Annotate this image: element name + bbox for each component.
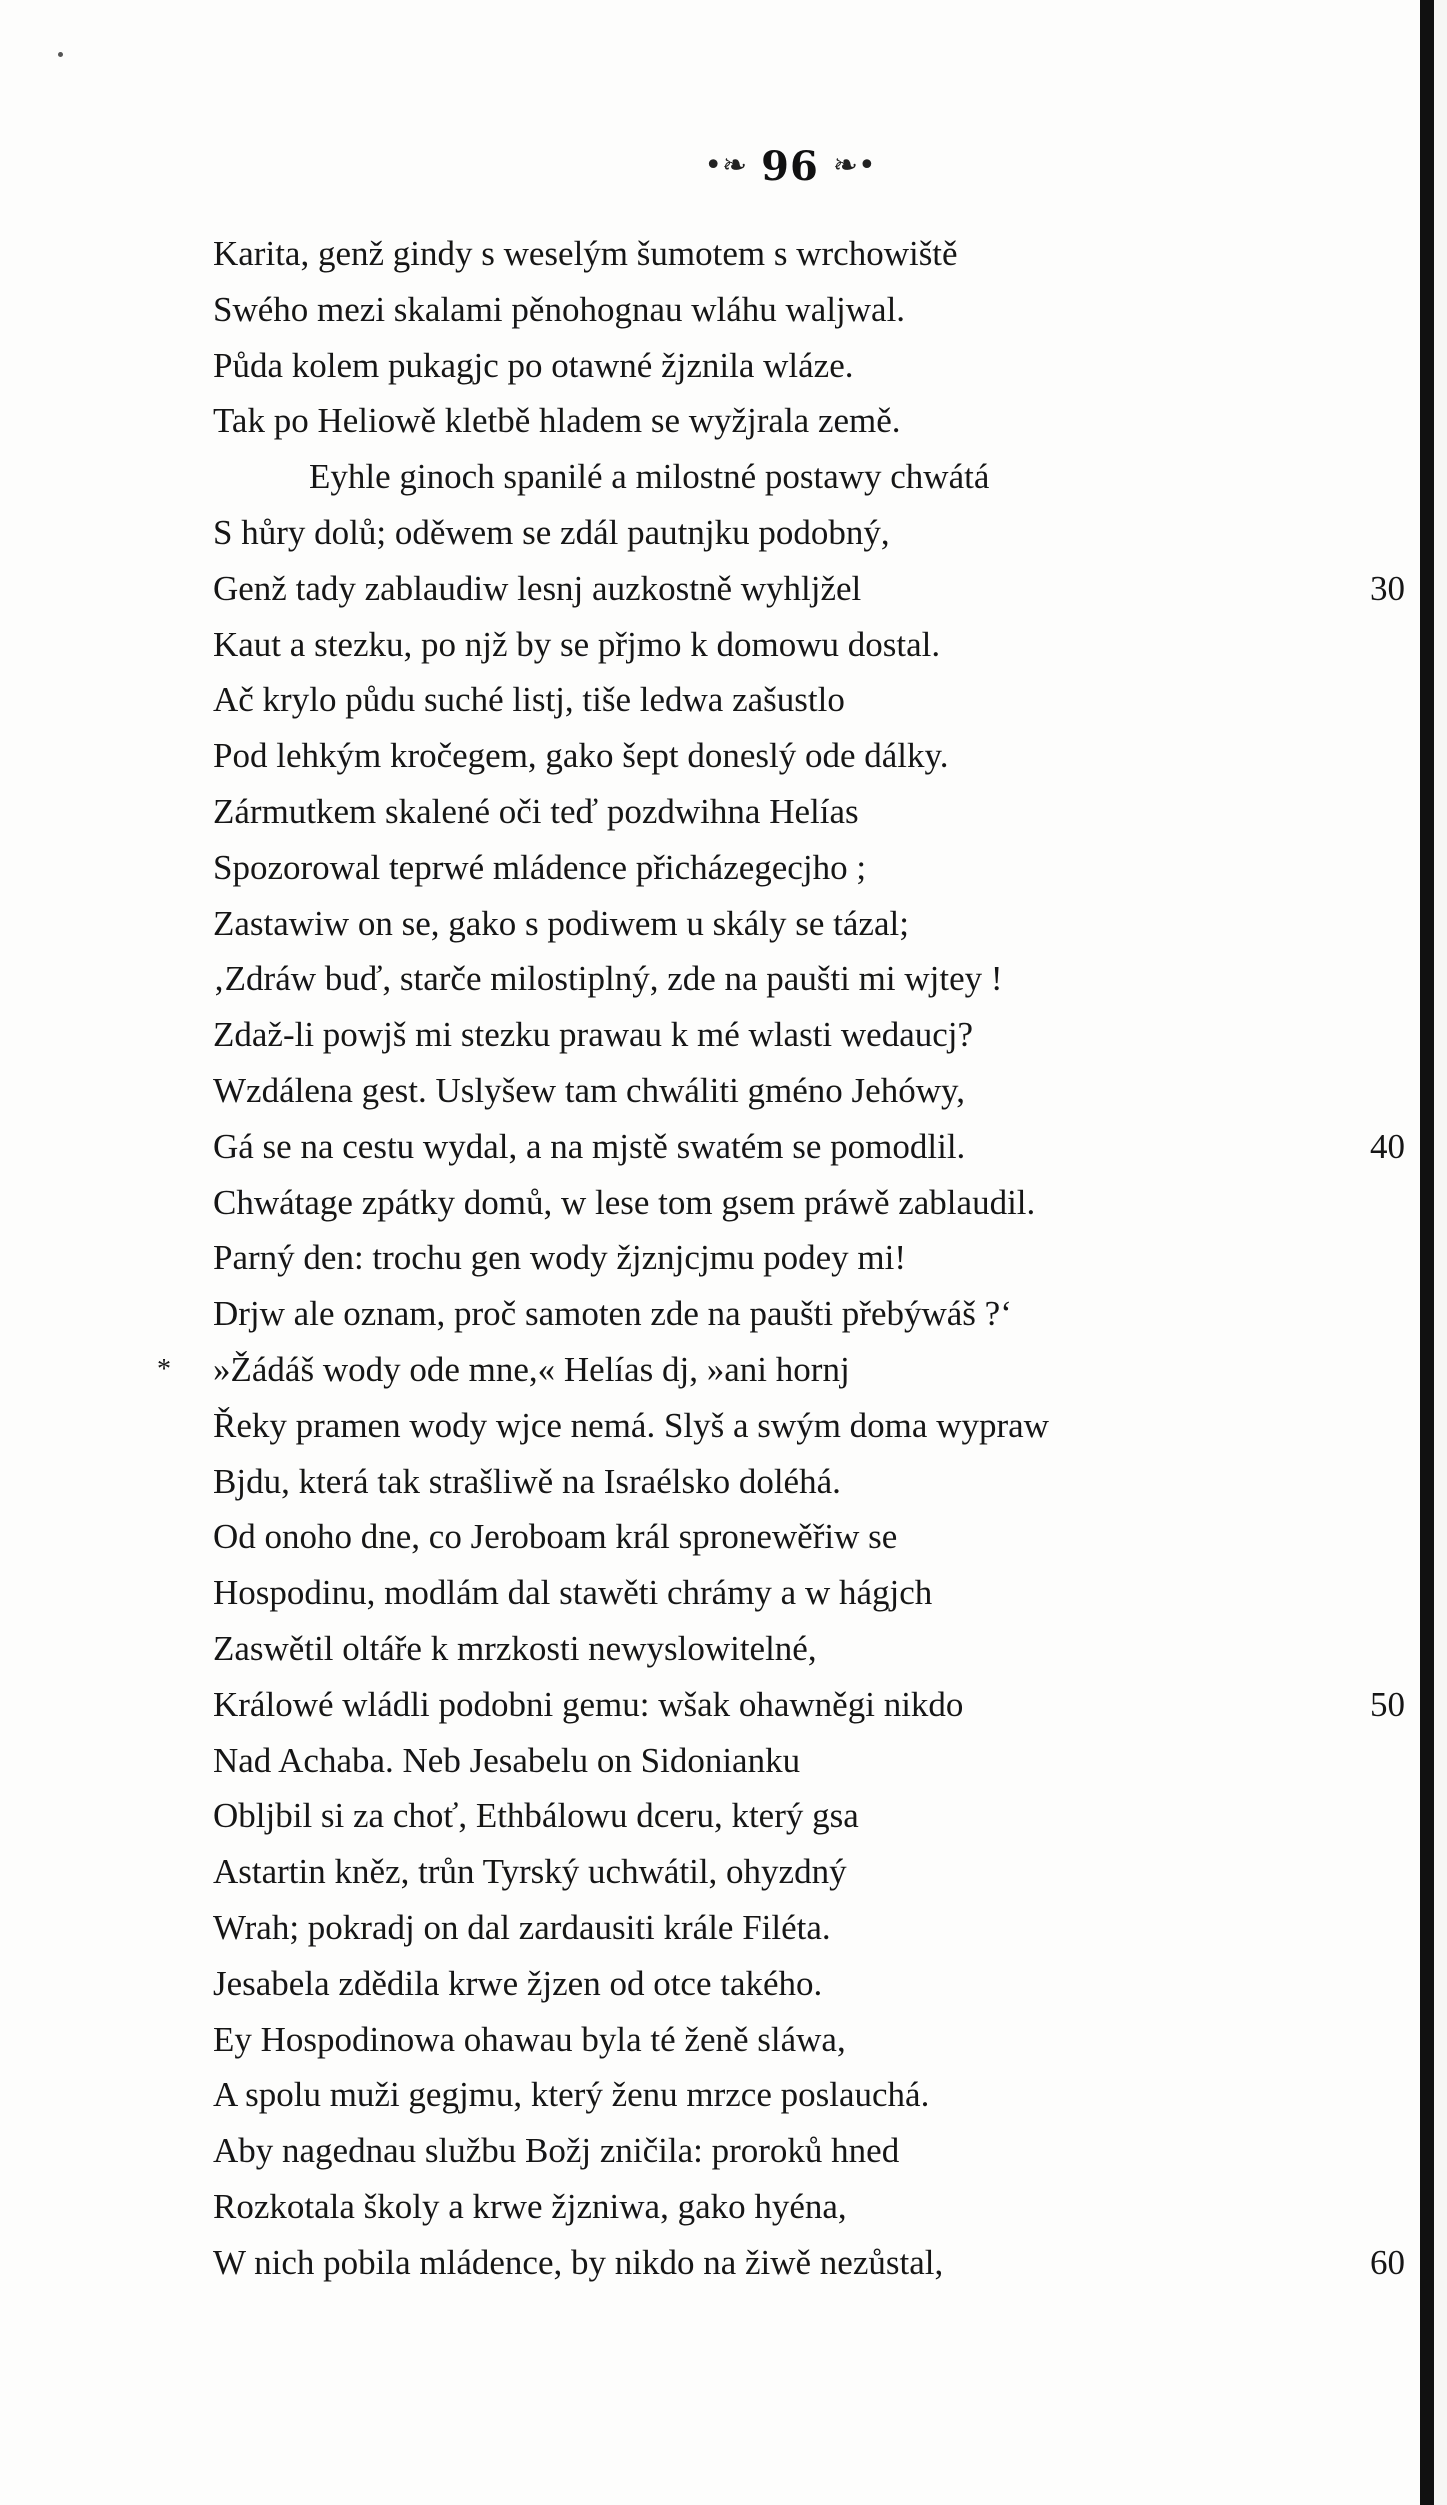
verse-line: [213, 951, 1433, 1007]
verse-line: [157, 1342, 1433, 1398]
verse-line: [213, 1119, 1433, 1175]
verse-text: Drjw ale oznam, proč samoten zde na paušti přebýwáš ?‘: [213, 1294, 1012, 1334]
verse-line: [213, 896, 1433, 952]
verse-line: [213, 1844, 1433, 1900]
page-number: 96: [761, 142, 819, 190]
margin-marker: *: [157, 1353, 171, 1385]
verse-line: [213, 1454, 1433, 1510]
verse-line: [213, 1788, 1433, 1844]
verse-line: [213, 2123, 1433, 2179]
verse-text: Wzdálena gest. Uslyšew tam chwáliti gméno Jehówy,: [213, 1070, 965, 1110]
verse-text: S hůry dolů; oděwem se zdál pautnjku podobný,: [213, 512, 890, 552]
verse-line: [213, 1509, 1433, 1565]
verse-text: Od onoho dne, co Jeroboam král spronewěřiw se: [213, 1517, 898, 1557]
next-page-edge: [1434, 0, 1447, 2505]
verse-line: [213, 617, 1433, 673]
verse-text: Zastawiw on se, gako s podiwem u skály se tázal;: [213, 903, 909, 943]
page-header: [690, 136, 890, 196]
verse-text: Králowé wládli podobni gemu: wšak ohawněgi nikdo: [213, 1684, 964, 1724]
line-number: 40: [1370, 1126, 1405, 1166]
verse-line: [213, 672, 1433, 728]
verse-line: [213, 2179, 1433, 2235]
verse-line: [213, 1230, 1433, 1286]
verse-text: Gá se na cestu wydal, a na mjstě swatém se pomodlil.: [213, 1126, 966, 1166]
verse-text: Ey Hospodinowa ohawau byla té ženě sláwa,: [213, 2019, 846, 2059]
verse-text: Řeky pramen wody wjce nemá. Slyš a swým doma wypraw: [213, 1405, 1049, 1445]
verse-line: [213, 226, 1433, 282]
verse-text: Rozkotala školy a krwe žjzniwa, gako hyéna,: [213, 2186, 847, 2226]
verse-line: [213, 449, 1433, 505]
verse-text: Karita, genž gindy s weselým šumotem s wrchowiště: [213, 234, 958, 273]
verse-line: [213, 393, 1433, 449]
verse-line: [213, 2235, 1433, 2291]
verse-text: W nich pobila mládence, by nikdo na žiwě nezůstal,: [213, 2242, 944, 2282]
verse-line: [213, 561, 1433, 617]
verse-text: Spozorowal teprwé mládence přicházegecjho ;: [213, 847, 867, 887]
verse-text: Hospodinu, modlám dal stawěti chrámy a w hágjch: [213, 1573, 933, 1613]
verse-line: [213, 282, 1433, 338]
verse-text: A spolu muži gegjmu, který ženu mrzce poslauchá.: [213, 2075, 930, 2115]
verse-line: [213, 1900, 1433, 1956]
verse-text: Astartin kněz, trůn Tyrský uchwátil, ohyzdný: [213, 1852, 847, 1892]
verse-text: Pod lehkým kročegem, gako šept doneslý ode dálky.: [213, 736, 949, 776]
verse-line: [213, 1956, 1433, 2012]
verse-line: [213, 1063, 1433, 1119]
verse-line: [213, 505, 1433, 561]
verse-line: [213, 1565, 1433, 1621]
paper-speck: [58, 52, 63, 57]
verse-text: Obljbil si za choť, Ethbálowu dceru, který gsa: [213, 1796, 859, 1836]
verse-line: [213, 840, 1433, 896]
verse-text: Půda kolem pukagjc po otawné žjznila wláze.: [213, 345, 854, 385]
verse-text: Zaswětil oltáře k mrzkosti newyslowitelné,: [213, 1628, 817, 1668]
verse-text: Tak po Heliowě kletbě hladem se wyžjrala země.: [213, 401, 901, 441]
verse-line: [213, 1398, 1433, 1454]
line-number: 30: [1370, 568, 1405, 608]
verse-text: Swého mezi skalami pěnohognau wláhu waljwal.: [213, 289, 906, 329]
verse-text: Eyhle ginoch spanilé a milostné postawy chwátá: [309, 457, 990, 497]
verse-line: [213, 1007, 1433, 1063]
poem-text: [157, 226, 1433, 2290]
verse-text: Nad Achaba. Neb Jesabelu on Sidonianku: [213, 1740, 801, 1780]
verse-text: Ač krylo půdu suché listj, tiše ledwa zašustlo: [213, 680, 845, 720]
ornament-left-icon: •❧: [704, 148, 748, 183]
verse-line: [213, 338, 1433, 394]
verse-text: ‚Zdráw buď, starče milostiplný, zde na paušti mi wjtey !: [213, 959, 1003, 999]
verse-text: Zdaž-li powjš mi stezku prawau k mé wlasti wedaucj?: [213, 1015, 974, 1055]
ornament-right-icon: ❧•: [832, 148, 876, 183]
verse-text: Genž tady zablaudiw lesnj auzkostně wyhljžel: [213, 568, 862, 608]
verse-line: [213, 728, 1433, 784]
verse-text: »Žádáš wody ode mne,« Helías dj, »ani hornj: [213, 1349, 850, 1389]
verse-line: [213, 2012, 1433, 2068]
line-number: 60: [1370, 2242, 1405, 2282]
verse-text: Bjdu, která tak strašliwě na Israélsko doléhá.: [213, 1461, 841, 1501]
verse-text: Chwátage zpátky domů, w lese tom gsem práwě zablaudil.: [213, 1182, 1036, 1222]
verse-line: [213, 1286, 1433, 1342]
verse-text: Zármutkem skalené oči teď pozdwihna Helías: [213, 791, 859, 831]
verse-line: [213, 2067, 1433, 2123]
verse-line: [213, 1733, 1433, 1789]
verse-line: [213, 1621, 1433, 1677]
line-number: 50: [1370, 1684, 1405, 1724]
verse-line: [213, 1677, 1433, 1733]
verse-text: Wrah; pokradj on dal zardausiti krále Filéta.: [213, 1907, 831, 1947]
verse-text: Parný den: trochu gen wody žjznjcjmu podey mi!: [213, 1238, 907, 1278]
verse-line: [213, 784, 1433, 840]
verse-text: Aby nagednau službu Božj zničila: proroků hned: [213, 2131, 900, 2171]
verse-text: Kaut a stezku, po njž by se přjmo k domowu dostal.: [213, 624, 941, 664]
verse-text: Jesabela zdědila krwe žjzen od otce takého.: [213, 1963, 823, 2003]
verse-line: [213, 1175, 1433, 1231]
